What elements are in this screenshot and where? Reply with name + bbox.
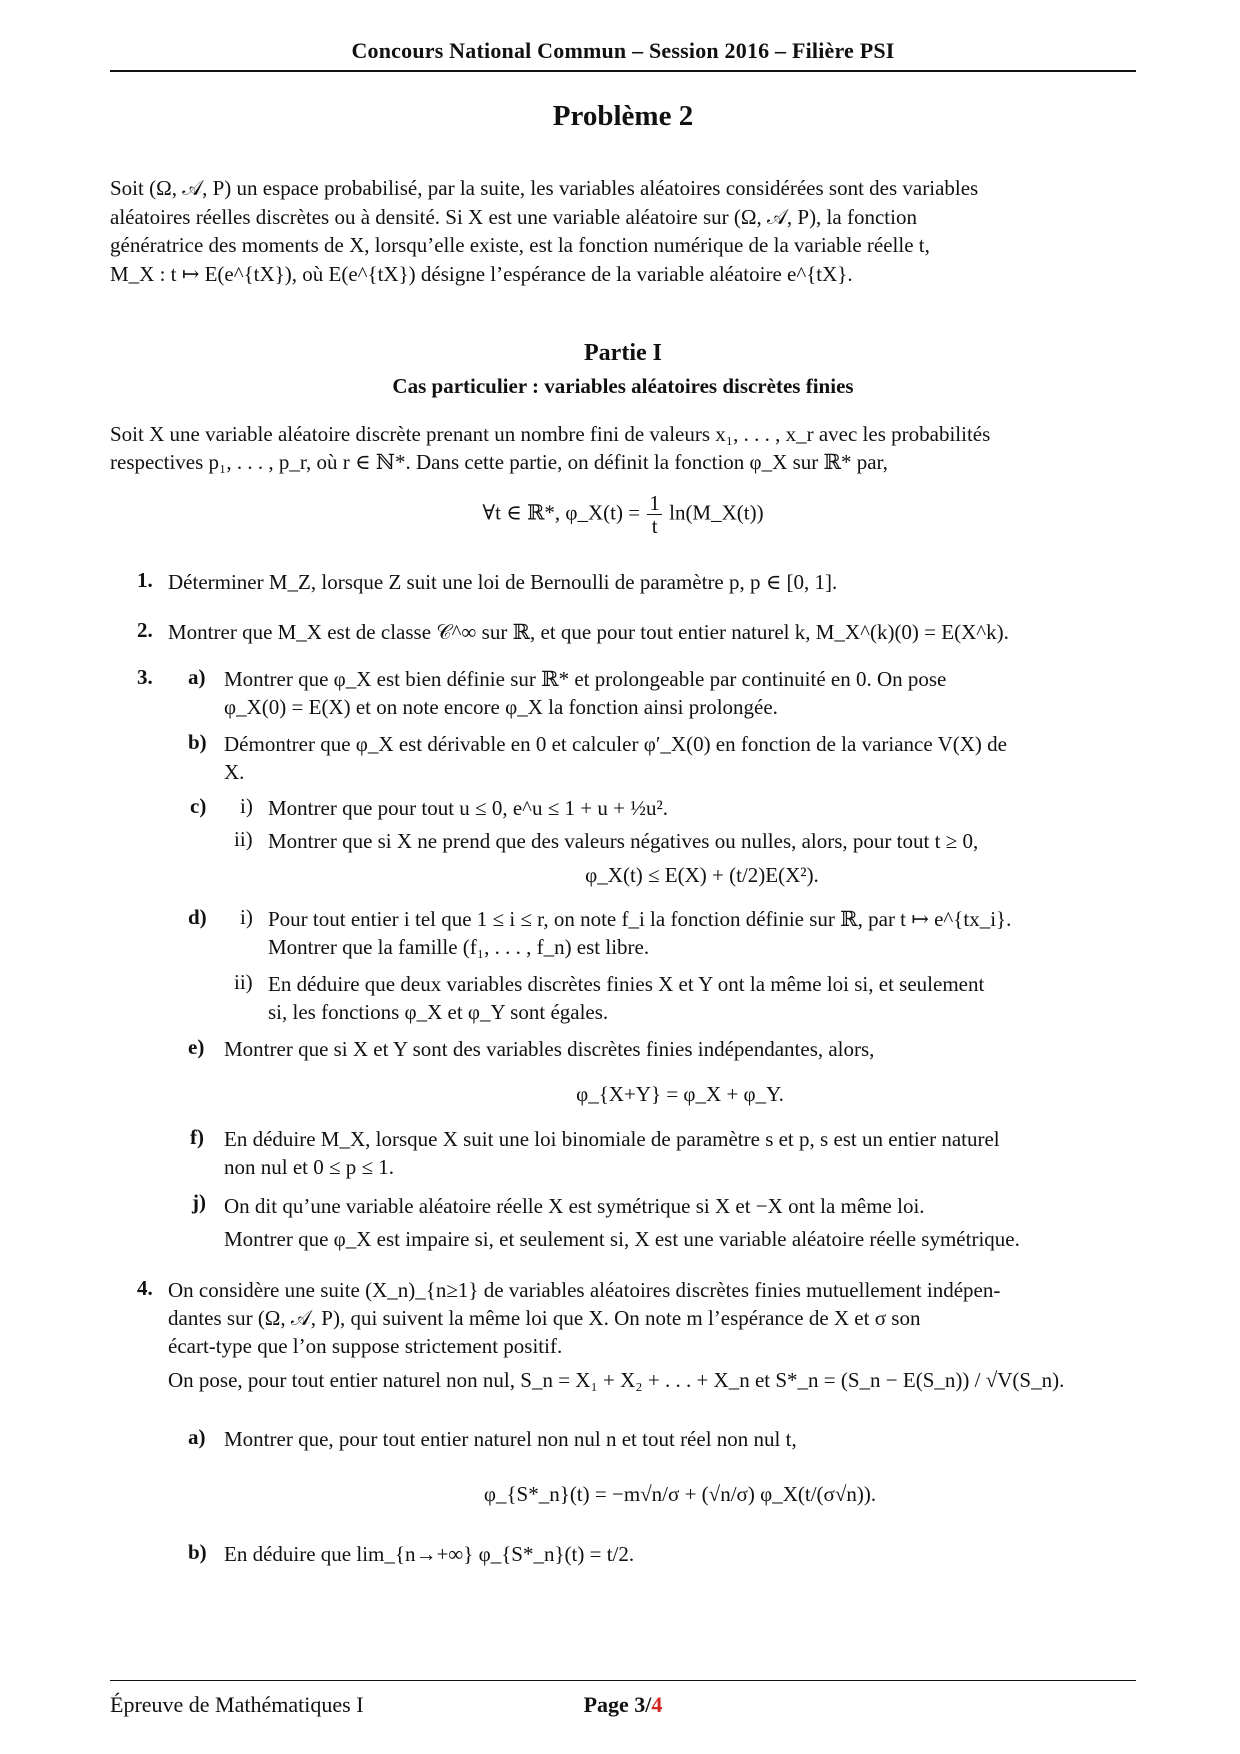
question-4-text (168, 1276, 1136, 1394)
phi-definition (110, 492, 1136, 537)
problem-title: Problème 2 (552, 100, 694, 132)
question-4b-text: En déduire que lim_{n→+∞} φ_{S*_n}(t) = t/2. (224, 1542, 635, 1566)
question-number: 1. (137, 568, 153, 592)
text-line: φ_X(0) = E(X) et on note encore φ_X la fonction ainsi prolongée. (224, 695, 778, 719)
text-line: Démontrer que φ_X est dérivable en 0 et calculer φ′_X(0) en fonction de la variance V(X) de (224, 732, 1007, 756)
item-label: ii) (234, 827, 253, 851)
question-3e-text: Montrer que si X et Y sont des variables discrètes finies indépendantes, alors, (224, 1037, 875, 1061)
exam-header: Concours National Commun – Session 2016 – Filière PSI (351, 38, 895, 63)
question-2-text: Montrer que M_X est de classe 𝒞^∞ sur ℝ, et que pour tout entier naturel k, M_X^(k)(0) = E(X^k). (168, 620, 1009, 644)
question-3c-i-text: Montrer que pour tout u ≤ 0, e^u ≤ 1 + u + ½u². (268, 796, 669, 820)
fraction-numerator: 1 (649, 491, 660, 515)
footer-exam-name: Épreuve de Mathématiques I (110, 1692, 364, 1717)
text-line: dantes sur (Ω, 𝒜, P), qui suivent la même loi que X. On note m l’espérance de X et σ son (168, 1306, 921, 1330)
text-line: X. (224, 760, 245, 784)
text-line: En déduire M_X, lorsque X suit une loi binomiale de paramètre s et p, s est un entier naturel (224, 1127, 1000, 1151)
definition-right: ln(M_X(t)) (669, 500, 764, 525)
question-3c-ii-text: Montrer que si X ne prend que des valeurs négatives ou nulles, alors, pour tout t ≥ 0, (268, 829, 979, 853)
intro-line: génératrice des moments de X, lorsqu’elle existe, est la fonction numérique de la variable réelle t, (110, 233, 930, 257)
question-3b-text (224, 730, 1136, 786)
question-number: 4. (137, 1276, 153, 1300)
text-line: On considère une suite (X_n)_{n≥1} de variables aléatoires discrètes finies mutuellement indépen- (168, 1278, 1001, 1302)
text-line: Montrer que la famille (f₁, . . . , f_n) est libre. (268, 935, 650, 959)
text-line: Montrer que φ_X est impaire si, et seulement si, X est une variable aléatoire réelle symétrique. (224, 1227, 1020, 1251)
intro-line: M_X : t ↦ E(e^{tX}), où E(e^{tX}) désigne l’espérance de la variable aléatoire e^{tX}. (110, 261, 853, 286)
question-3e-formula: φ_{X+Y} = φ_X + φ_Y. (576, 1082, 784, 1106)
subquestion-label: a) (188, 665, 206, 689)
problem-intro (110, 174, 1136, 288)
part-title: Partie I (584, 340, 662, 366)
question-3d-ii-text (268, 970, 1136, 1026)
subquestion-label: f) (190, 1125, 204, 1149)
text-line: Montrer que φ_X est bien définie sur ℝ* et prolongeable par continuité en 0. On pose (224, 667, 947, 691)
text-line: si, les fonctions φ_X et φ_Y sont égales. (268, 1000, 609, 1024)
item-label: i) (240, 905, 253, 929)
question-3j-text (224, 1190, 1136, 1256)
question-3f-text (224, 1125, 1136, 1181)
text-line: On dit qu’une variable aléatoire réelle X est symétrique si X et −X ont la même loi. (224, 1194, 925, 1218)
header-rule (110, 70, 1136, 72)
question-1-text: Déterminer M_Z, lorsque Z suit une loi de Bernoulli de paramètre p, p ∈ [0, 1]. (168, 570, 838, 594)
question-number: 3. (137, 665, 153, 689)
question-4a-text: Montrer que, pour tout entier naturel non nul n et tout réel non nul t, (224, 1427, 797, 1451)
item-label: i) (240, 794, 253, 818)
subquestion-label: b) (188, 1540, 207, 1564)
question-4a-formula: φ_{S*_n}(t) = −m√n/σ + (√n/σ) φ_X(t/(σ√n)). (483, 1482, 877, 1506)
definition-fraction (647, 492, 662, 537)
text-line: En déduire que deux variables discrètes finies X et Y ont la même loi si, et seulement (268, 972, 985, 996)
subquestion-label: d) (188, 905, 207, 929)
part-subtitle: Cas particulier : variables aléatoires discrètes finies (392, 374, 854, 398)
page-number-current: Page 3/ (583, 1692, 652, 1717)
part-intro (110, 420, 1136, 476)
question-number: 2. (137, 618, 153, 642)
subquestion-label: j) (192, 1190, 206, 1214)
definition-left: ∀t ∈ ℝ*, φ_X(t) = (482, 500, 641, 525)
subquestion-label: c) (190, 794, 207, 818)
intro-line: Soit (Ω, 𝒜, P) un espace probabilisé, par la suite, les variables aléatoires considérées sont des variables (110, 176, 979, 200)
footer-rule (110, 1680, 1136, 1681)
page-number (110, 1692, 1136, 1718)
subquestion-label: a) (188, 1425, 206, 1449)
text-line: On pose, pour tout entier naturel non nul, S_n = X₁ + X₂ + . . . + X_n et S*_n = (S_n − E(S_n)) / √V(S_n). (168, 1368, 1065, 1392)
page-number-total: 4 (651, 1692, 663, 1717)
item-label: ii) (234, 970, 253, 994)
subquestion-label: e) (188, 1035, 205, 1059)
part-intro-line: respectives p₁, . . . , p_r, où r ∈ ℕ*. Dans cette partie, on définit la fonction φ_X sur ℝ* par, (110, 450, 888, 474)
text-line: non nul et 0 ≤ p ≤ 1. (224, 1155, 395, 1179)
question-3c-ii-formula: φ_X(t) ≤ E(X) + (t/2)E(X²). (585, 863, 819, 887)
question-3a-text (224, 665, 1136, 721)
subquestion-label: b) (188, 730, 207, 754)
text-line: Pour tout entier i tel que 1 ≤ i ≤ r, on note f_i la fonction définie sur ℝ, par t ↦ e^{tx_i}. (268, 907, 1012, 931)
question-3d-i-text (268, 905, 1136, 961)
intro-line: aléatoires réelles discrètes ou à densité. Si X est une variable aléatoire sur (Ω, 𝒜, P), la fonction (110, 204, 917, 229)
fraction-denominator: t (651, 514, 658, 539)
part-intro-line: Soit X une variable aléatoire discrète prenant un nombre fini de valeurs x₁, . . . , x_r avec les probabilités (110, 422, 991, 446)
text-line: écart-type que l’on suppose strictement positif. (168, 1334, 563, 1358)
